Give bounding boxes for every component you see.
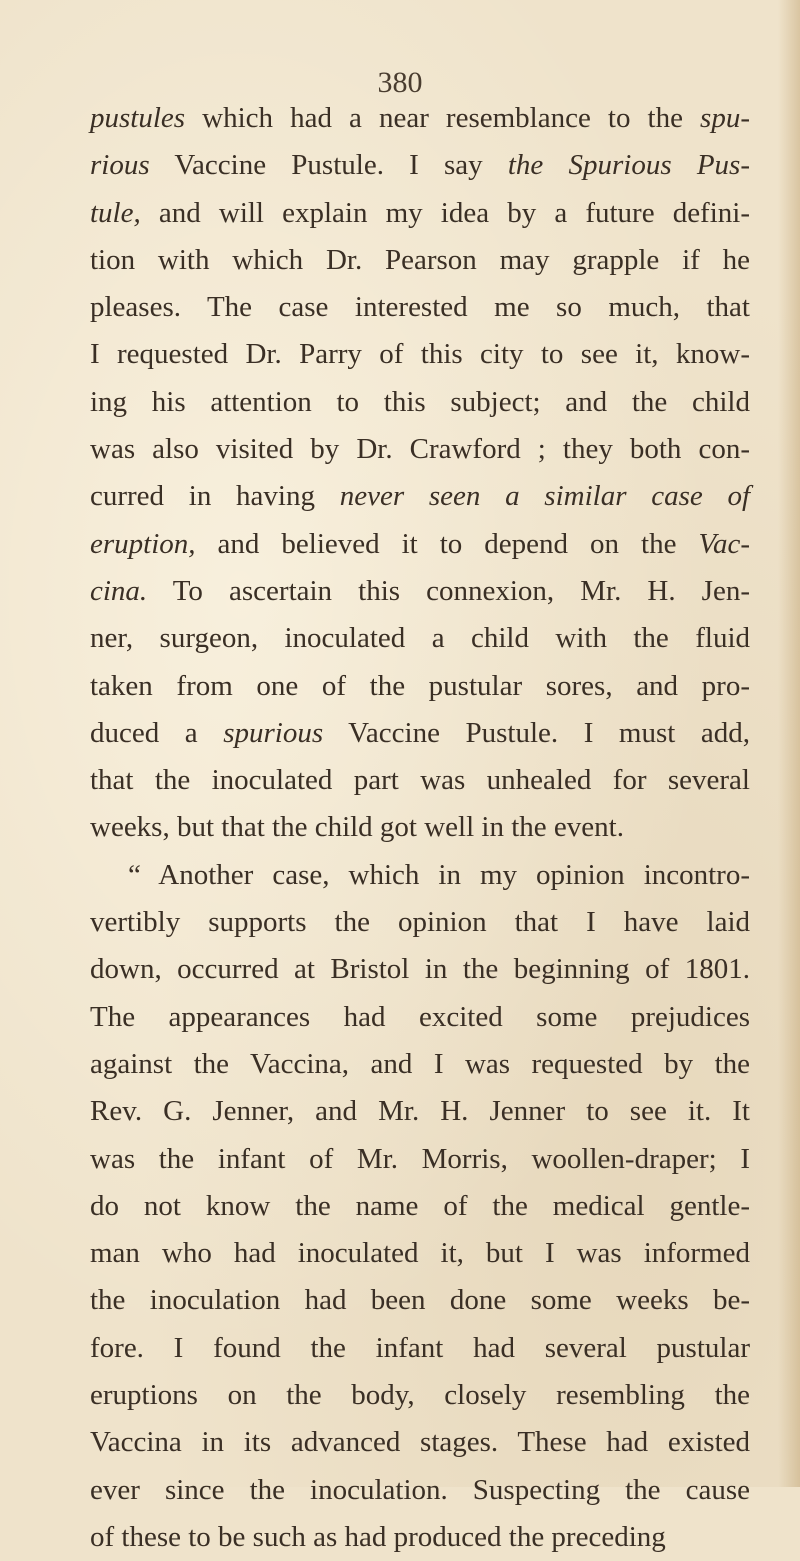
text-segment: Vaccina in its advanced stages. These had existed <box>90 1426 750 1459</box>
text-line <box>90 1230 750 1277</box>
body-text <box>90 95 750 1561</box>
text-segment: weeks, but that the child got well in the event. <box>90 811 624 844</box>
text-line <box>90 426 750 473</box>
text-segment: The appearances had excited some prejudices <box>90 1000 750 1033</box>
text-line <box>90 379 750 426</box>
text-segment: fore. I found the infant had several pustular <box>90 1331 750 1364</box>
text-line <box>90 1136 750 1183</box>
italic-text: spu- <box>700 102 750 134</box>
text-segment: Vaccine Pustule. I must add, <box>323 716 751 749</box>
text-line <box>90 95 750 142</box>
text-segment: “ Another case, which in my opinion incontro- <box>128 858 750 891</box>
italic-text: Vac- <box>698 527 750 560</box>
text-line <box>90 473 750 520</box>
text-line <box>90 1419 750 1466</box>
italic-text: spurious <box>223 716 324 749</box>
italic-text: cina. <box>90 574 148 607</box>
text-segment: man who had inoculated it, but I was informed <box>90 1237 750 1270</box>
text-segment: ner, surgeon, inoculated a child with the fluid <box>90 622 750 655</box>
italic-text: rious <box>90 149 150 182</box>
text-segment: pleases. The case interested me so much, that <box>90 291 750 324</box>
page-number: 380 <box>377 66 423 99</box>
text-segment: tion with which Dr. Pearson may grapple if he <box>90 243 750 276</box>
text-line <box>90 1088 750 1135</box>
text-line <box>90 1467 750 1514</box>
text-segment: of these to be such as had produced the preceding <box>90 1520 666 1553</box>
page-edge-shadow <box>778 0 800 1487</box>
text-line <box>90 994 750 1041</box>
text-line <box>90 757 750 804</box>
text-segment: taken from one of the pustular sores, and pro- <box>90 669 750 702</box>
text-line <box>90 1514 750 1561</box>
text-line <box>90 615 750 662</box>
text-segment: was the infant of Mr. Morris, woollen-draper; I <box>90 1142 750 1175</box>
text-line <box>90 190 750 237</box>
text-segment: the inoculation had been done some weeks be- <box>90 1284 750 1317</box>
text-line <box>90 946 750 993</box>
text-line <box>90 142 750 189</box>
text-segment: and will explain my idea by a future defini- <box>140 196 750 229</box>
text-line <box>90 521 750 568</box>
text-line <box>90 1277 750 1324</box>
text-line <box>90 331 750 378</box>
italic-text: tule, <box>90 196 141 229</box>
text-segment: against the Vaccina, and I was requested by the <box>90 1047 750 1080</box>
text-line <box>90 899 750 946</box>
text-segment: which had a near resemblance to the <box>185 102 701 134</box>
text-segment: Vaccine Pustule. I say <box>149 149 508 182</box>
text-line <box>90 1372 750 1419</box>
text-segment: I requested Dr. Parry of this city to see it, know- <box>90 338 750 371</box>
text-segment: down, occurred at Bristol in the beginning of 1801. <box>90 953 750 986</box>
text-segment: duced a <box>90 716 224 749</box>
text-segment: and believed it to depend on the <box>195 527 699 560</box>
text-segment: Rev. G. Jenner, and Mr. H. Jenner to see it. It <box>90 1095 750 1128</box>
text-line <box>90 284 750 331</box>
text-segment: curred in having <box>90 480 340 513</box>
text-line <box>90 1183 750 1230</box>
text-segment: that the inoculated part was unhealed for several <box>90 764 750 797</box>
text-segment: vertibly supports the opinion that I have laid <box>90 906 750 939</box>
text-segment: ing his attention to this subject; and the child <box>90 385 750 418</box>
text-segment: ever since the inoculation. Suspecting the cause <box>90 1473 750 1506</box>
italic-text: never seen a similar case of <box>339 480 750 513</box>
italic-text: the Spurious Pus- <box>507 149 750 182</box>
text-line <box>90 1041 750 1088</box>
text-segment: To ascertain this connexion, Mr. H. Jen- <box>147 574 750 607</box>
text-segment: do not know the name of the medical gentle- <box>90 1189 750 1222</box>
text-segment: was also visited by Dr. Crawford ; they both con- <box>90 433 750 466</box>
text-segment: eruptions on the body, closely resembling the <box>90 1379 750 1412</box>
text-line <box>90 710 750 757</box>
text-line <box>90 1325 750 1372</box>
text-line <box>90 804 750 851</box>
text-line <box>90 852 750 899</box>
italic-text: eruption, <box>90 527 196 560</box>
text-line <box>90 568 750 615</box>
text-line <box>90 237 750 284</box>
text-line <box>90 663 750 710</box>
italic-text: pustules <box>90 102 186 134</box>
